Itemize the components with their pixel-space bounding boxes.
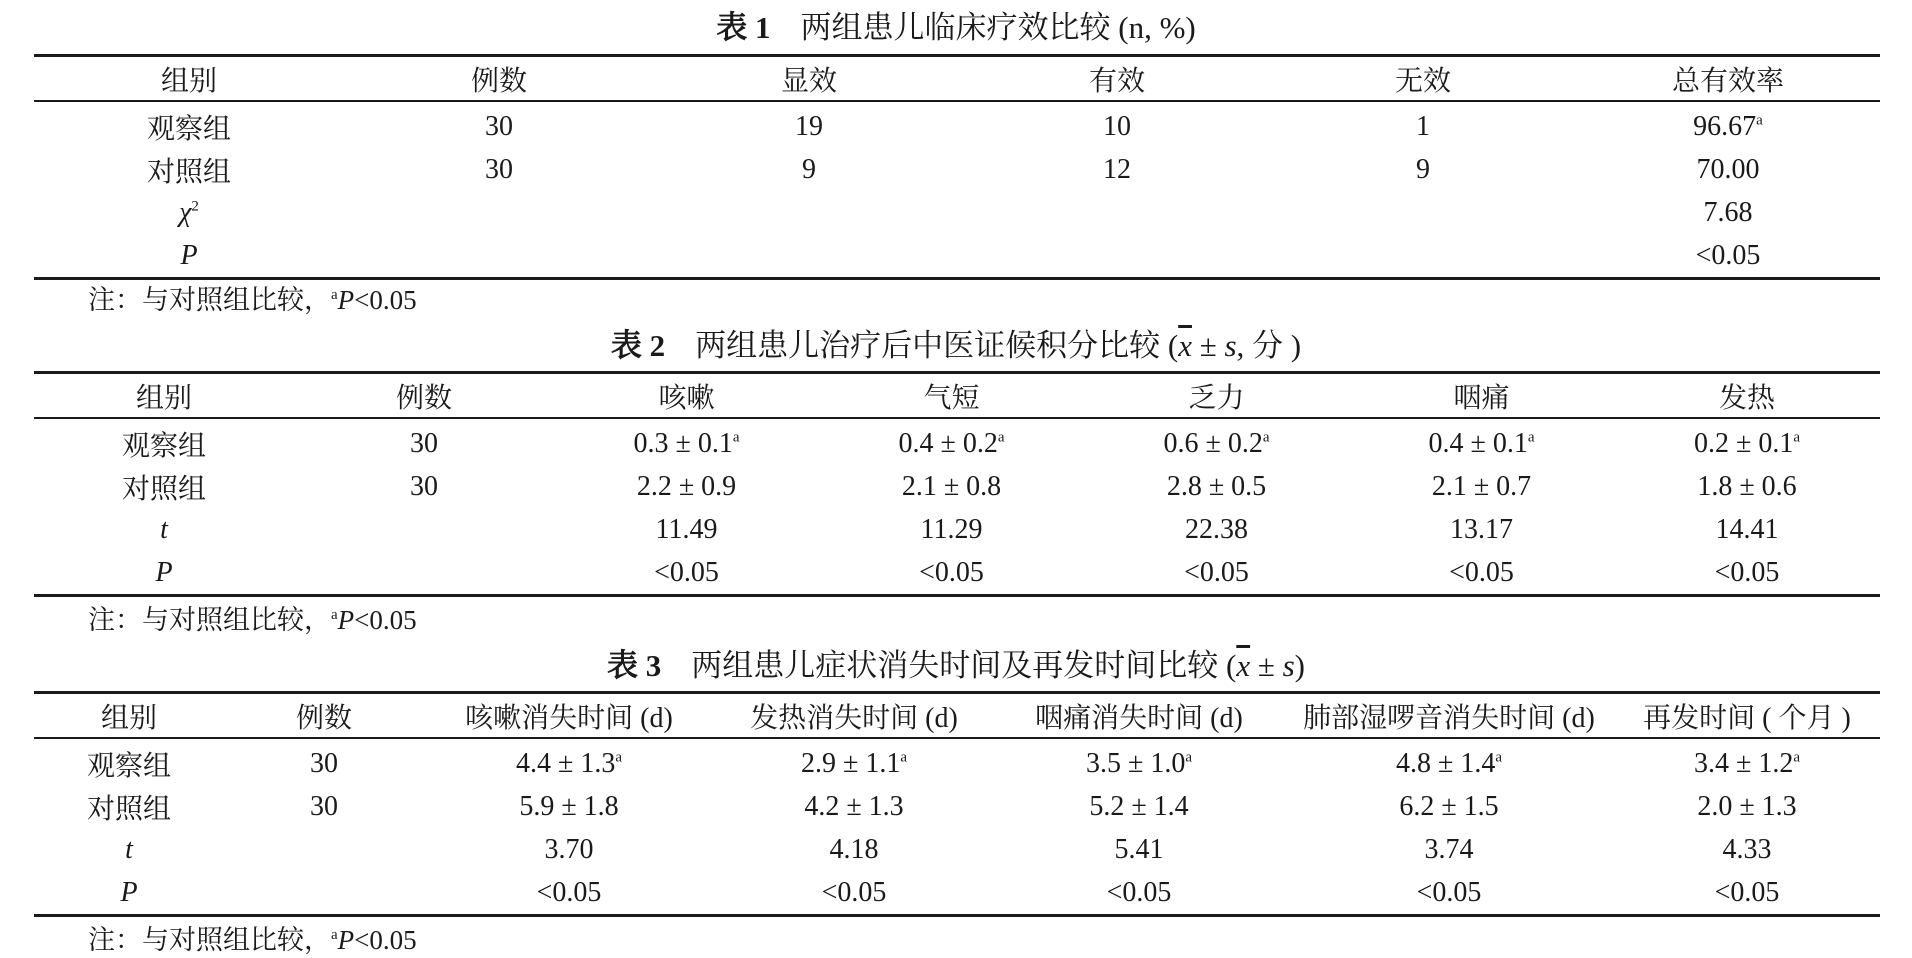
significance-mark: a — [900, 749, 908, 766]
table1-caption-number: 表 1 — [716, 10, 771, 45]
t-value: 14.41 — [1715, 513, 1779, 545]
significance-mark: a — [615, 749, 623, 766]
table-row-p — [34, 551, 1880, 596]
table-row-p — [34, 234, 1880, 279]
table-row — [34, 148, 1880, 191]
value-cell: 9 — [802, 153, 816, 185]
value-cell: 2.2 ± 0.9 — [636, 470, 737, 502]
t-value: 11.49 — [655, 513, 718, 545]
significance-mark: a — [1793, 749, 1801, 766]
t-value: 11.29 — [920, 513, 983, 545]
p-label: P — [155, 556, 173, 588]
p-value: <0.05 — [1449, 556, 1514, 588]
chi-square-value: 7.68 — [1703, 196, 1753, 228]
count-cell: 30 — [310, 790, 338, 822]
value-cell — [1576, 101, 1880, 148]
note-prefix: 注：与对照组比较， — [88, 925, 331, 955]
table3-caption-number: 表 3 — [606, 648, 662, 683]
p-value: <0.05 — [1695, 239, 1761, 271]
table-row — [34, 101, 1880, 148]
table2-header-sore-throat: 咽痛 — [1453, 382, 1510, 414]
table2-header-count: 例数 — [395, 382, 452, 414]
plusminus: ± — [1191, 328, 1225, 363]
note-sup: a — [331, 607, 338, 623]
table-row — [34, 785, 1880, 828]
mean-symbol: $\overline{x}$ — [1236, 648, 1251, 683]
table1-caption-text: 两组患儿临床疗效比较 (n, %) — [800, 10, 1196, 45]
table3-header-recurrence-time: 再发时间 ( 个月 ) — [1643, 702, 1851, 734]
table2-header-cough: 咳嗽 — [658, 382, 715, 414]
significance-mark: a — [1793, 429, 1801, 446]
table1-header-ineffective: 无效 — [1394, 65, 1451, 97]
note-sup: a — [331, 927, 338, 943]
table2-header-fatigue: 乏力 — [1188, 382, 1245, 414]
value-cell — [994, 738, 1284, 785]
table-row-p — [34, 871, 1880, 916]
p-value: <0.05 — [654, 556, 719, 588]
value-text: 2.9 ± 1.1 — [800, 747, 901, 779]
value-text: 0.4 ± 0.1 — [1428, 427, 1528, 459]
significance-mark: a — [732, 429, 740, 446]
t-label: t — [160, 513, 168, 545]
value-cell — [1284, 738, 1614, 785]
table3-caption-post: ) — [1294, 648, 1305, 683]
sd-symbol: s — [1282, 648, 1295, 683]
value-text: 3.4 ± 1.2 — [1693, 747, 1794, 779]
significance-mark: a — [1495, 749, 1503, 766]
table1 — [34, 54, 1880, 280]
p-value: <0.05 — [919, 556, 984, 588]
value-cell: 2.1 ± 0.7 — [1431, 470, 1532, 502]
note-prefix: 注：与对照组比较， — [88, 285, 331, 315]
p-value: <0.05 — [1714, 876, 1780, 908]
value-cell: 1 — [1416, 110, 1430, 142]
sd-symbol: s — [1224, 328, 1237, 363]
table-row — [34, 738, 1880, 785]
table3-note — [88, 922, 417, 958]
group-cell: 观察组 — [86, 750, 171, 782]
significance-mark: a — [1756, 112, 1763, 129]
group-cell: 对照组 — [86, 793, 171, 825]
table-row-chi-square — [34, 191, 1880, 234]
p-value: <0.05 — [1416, 876, 1482, 908]
table3-header-count: 例数 — [295, 702, 352, 734]
value-text: 0.3 ± 0.1 — [633, 427, 733, 459]
plusminus: ± — [1250, 648, 1283, 683]
table2-note — [88, 602, 417, 638]
table3-header-fever-time: 发热消失时间 (d) — [750, 702, 958, 734]
chi-symbol: χ — [179, 196, 192, 228]
value-cell: 19 — [795, 110, 823, 142]
note-p: P — [337, 285, 355, 315]
t-value: 3.70 — [544, 833, 594, 865]
table-row-t — [34, 508, 1880, 551]
note-rest: <0.05 — [354, 285, 417, 315]
chi-exponent: 2 — [191, 198, 199, 215]
table2-header-shortness-of-breath: 气短 — [923, 382, 980, 414]
table1-caption — [0, 6, 1912, 50]
p-value: <0.05 — [1184, 556, 1249, 588]
t-value: 4.33 — [1722, 833, 1772, 865]
significance-mark: a — [1527, 429, 1535, 446]
value-cell — [554, 418, 819, 465]
p-label: P — [180, 239, 198, 271]
mean-symbol: $\overline{x}$ — [1178, 328, 1192, 363]
value-cell — [714, 738, 994, 785]
table1-header-group: 组别 — [160, 65, 217, 97]
table2-caption-number: 表 2 — [610, 328, 666, 363]
table2-header-group: 组别 — [135, 382, 192, 414]
t-value: 4.18 — [829, 833, 879, 865]
value-cell: 6.2 ± 1.5 — [1399, 790, 1499, 822]
count-cell: 30 — [485, 153, 513, 185]
note-prefix: 注：与对照组比较， — [88, 605, 331, 635]
value-cell: 1.8 ± 0.6 — [1697, 470, 1797, 502]
table1-header-row — [34, 56, 1880, 102]
value-cell: 10 — [1103, 110, 1131, 142]
chi-square-label — [34, 191, 344, 234]
value-cell — [424, 738, 714, 785]
table1-header-count: 例数 — [470, 65, 527, 97]
group-cell: 对照组 — [121, 473, 206, 505]
value-text: 0.6 ± 0.2 — [1163, 427, 1263, 459]
p-value: <0.05 — [1106, 876, 1172, 908]
significance-mark: a — [997, 429, 1005, 446]
table2-caption — [0, 324, 1912, 368]
table3-caption — [0, 644, 1912, 688]
value-cell: 5.9 ± 1.8 — [519, 790, 619, 822]
table1-note — [88, 282, 417, 318]
p-value: <0.05 — [536, 876, 602, 908]
note-rest: <0.05 — [354, 605, 417, 635]
table1-header-marked: 显效 — [780, 65, 837, 97]
value-text: 96.67 — [1693, 110, 1757, 142]
t-label: t — [125, 833, 133, 865]
note-p: P — [337, 925, 355, 955]
note-p: P — [337, 605, 355, 635]
table-row — [34, 465, 1880, 508]
group-cell: 观察组 — [146, 113, 231, 145]
t-value: 5.41 — [1114, 833, 1164, 865]
value-cell: 9 — [1416, 153, 1430, 185]
value-cell: 5.2 ± 1.4 — [1089, 790, 1189, 822]
table1-header-total-rate: 总有效率 — [1671, 65, 1784, 97]
table2-caption-pre: 两组患儿治疗后中医证候积分比较 ( — [695, 328, 1179, 363]
group-cell: 对照组 — [146, 156, 231, 188]
note-rest: <0.05 — [354, 925, 417, 955]
value-cell: 70.00 — [1696, 153, 1760, 185]
value-text: 0.2 ± 0.1 — [1693, 427, 1794, 459]
t-value: 13.17 — [1450, 513, 1513, 545]
table3-header-sore-throat-time: 咽痛消失时间 (d) — [1035, 702, 1243, 734]
table2-header-fever: 发热 — [1718, 382, 1775, 414]
table-row-t — [34, 828, 1880, 871]
table3 — [34, 691, 1880, 917]
value-cell — [1349, 418, 1614, 465]
count-cell: 30 — [310, 747, 338, 779]
p-value: <0.05 — [1714, 556, 1780, 588]
group-cell: 观察组 — [121, 430, 206, 462]
value-cell — [1084, 418, 1349, 465]
table2 — [34, 371, 1880, 597]
table3-header-rales-time: 肺部湿啰音消失时间 (d) — [1303, 702, 1595, 734]
table2-caption-post: , 分 ) — [1236, 328, 1302, 363]
table1-header-effective: 有效 — [1088, 65, 1145, 97]
count-cell: 30 — [410, 470, 438, 502]
value-cell — [1614, 418, 1880, 465]
value-cell — [1614, 738, 1880, 785]
value-cell — [819, 418, 1084, 465]
t-value: 3.74 — [1424, 833, 1474, 865]
value-cell: 2.8 ± 0.5 — [1166, 470, 1267, 502]
table2-header-row — [34, 373, 1880, 419]
table3-header-group: 组别 — [100, 702, 157, 734]
value-text: 4.8 ± 1.4 — [1395, 747, 1496, 779]
p-value: <0.05 — [821, 876, 887, 908]
table3-header-cough-time: 咳嗽消失时间 (d) — [465, 702, 673, 734]
value-text: 3.5 ± 1.0 — [1085, 747, 1186, 779]
count-cell: 30 — [410, 427, 438, 459]
table3-caption-pre: 两组患儿症状消失时间及再发时间比较 ( — [691, 648, 1237, 683]
significance-mark: a — [1185, 749, 1193, 766]
value-cell: 4.2 ± 1.3 — [804, 790, 904, 822]
value-text: 4.4 ± 1.3 — [515, 747, 616, 779]
p-label: P — [120, 876, 138, 908]
table3-header-row — [34, 693, 1880, 739]
t-value: 22.38 — [1185, 513, 1248, 545]
table-row — [34, 418, 1880, 465]
value-cell: 2.1 ± 0.8 — [901, 470, 1002, 502]
note-sup: a — [331, 287, 338, 303]
value-text: 0.4 ± 0.2 — [898, 427, 998, 459]
value-cell: 12 — [1103, 153, 1131, 185]
count-cell: 30 — [485, 110, 513, 142]
significance-mark: a — [1262, 429, 1270, 446]
value-cell: 2.0 ± 1.3 — [1697, 790, 1797, 822]
